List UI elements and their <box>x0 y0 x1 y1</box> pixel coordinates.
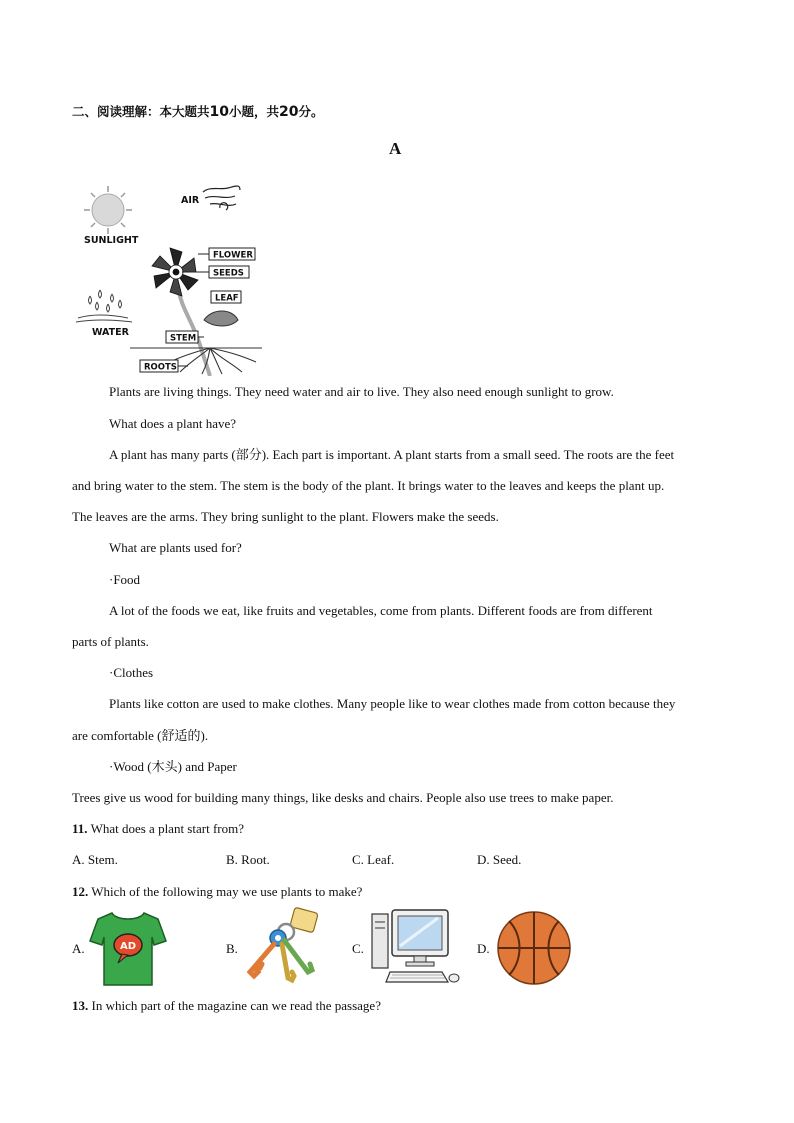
question-13 <box>72 998 381 1014</box>
stem-label: STEM <box>170 333 197 344</box>
seeds-label: SEEDS <box>213 268 244 279</box>
question-11-number: 11. <box>72 821 88 836</box>
paragraph-2-line-3: The leaves are the arms. They bring sunlight to the plant. Flowers make the seeds. <box>72 509 499 524</box>
keys-icon[interactable] <box>242 906 322 986</box>
heading-suffix: 分。 <box>298 104 324 119</box>
q11-option-b[interactable]: B. Root. <box>226 852 270 867</box>
bullet-food: ·Food <box>109 572 141 587</box>
leaf-shape <box>204 311 238 326</box>
sun-icon <box>84 186 132 234</box>
heading-count: 10 <box>209 104 229 120</box>
passage-title: A <box>389 139 402 158</box>
air-label: AIR <box>181 195 200 206</box>
sunlight-label: SUNLIGHT <box>84 235 139 246</box>
q11-option-a[interactable]: A. Stem. <box>72 852 118 867</box>
section-heading <box>72 104 324 120</box>
paragraph-2-line-1: A plant has many parts (部分). Each part is important. A plant starts from a small seed. The roots are the feet <box>109 447 675 462</box>
bullet-clothes: ·Clothes <box>109 665 154 680</box>
heading-score: 20 <box>279 104 299 120</box>
q12-option-a-label[interactable]: A. <box>72 941 85 956</box>
paragraph-5: Trees give us wood for building many things, like desks and chairs. People also use trees to make paper. <box>72 790 614 805</box>
leaf-label: LEAF <box>215 293 239 304</box>
q11-option-d[interactable]: D. Seed. <box>477 852 522 867</box>
basketball-icon[interactable] <box>495 909 573 987</box>
paragraph-4-line-2: are comfortable (舒适的). <box>72 728 209 743</box>
heading-middle: 小题，共 <box>229 104 280 119</box>
air-icon <box>203 186 240 210</box>
heading-what-does-plant-have: What does a plant have? <box>109 416 237 431</box>
plant-diagram <box>70 180 270 376</box>
tshirt-logo-text: AD <box>119 941 137 952</box>
heading-prefix: 二、阅读理解：本大题共 <box>72 104 210 119</box>
q12-option-b-label[interactable]: B. <box>226 941 238 956</box>
question-12-number: 12. <box>72 884 89 899</box>
water-drops-icon <box>76 290 132 322</box>
heading-what-are-plants-used-for: What are plants used for? <box>109 540 242 555</box>
bullet-wood-and-paper: ·Wood (木头) and Paper <box>109 759 237 774</box>
paragraph-2-line-2: and bring water to the stem. The stem is the body of the plant. It brings water to the leaves and keeps the plant up. <box>72 478 665 493</box>
question-12 <box>72 884 362 900</box>
question-11-text: What does a plant start from? <box>90 821 244 836</box>
paragraph-3-line-2: parts of plants. <box>72 634 149 649</box>
question-11 <box>72 821 244 837</box>
paragraph-4-line-1: Plants like cotton are used to make clothes. Many people like to wear clothes made from cotton because they <box>109 696 676 711</box>
computer-icon[interactable] <box>368 908 460 988</box>
question-12-text: Which of the following may we use plants to make? <box>91 884 363 899</box>
q12-option-c-label[interactable]: C. <box>352 941 364 956</box>
water-label: WATER <box>92 327 129 338</box>
roots-label: ROOTS <box>144 362 177 373</box>
q12-option-d-label[interactable]: D. <box>477 941 490 956</box>
flower-label: FLOWER <box>213 250 253 261</box>
paragraph-1: Plants are living things. They need water and air to live. They also need enough sunlight to grow. <box>109 384 614 399</box>
tshirt-icon[interactable] <box>88 909 168 987</box>
q11-option-c[interactable]: C. Leaf. <box>352 852 395 867</box>
question-13-number: 13. <box>72 998 89 1013</box>
paragraph-3-line-1: A lot of the foods we eat, like fruits and vegetables, come from plants. Different foods are from different <box>109 603 653 618</box>
leaf-label-box <box>211 291 241 304</box>
flower-label-box <box>198 248 255 261</box>
question-13-text: In which part of the magazine can we read the passage? <box>91 998 381 1013</box>
stem-label-box <box>166 331 204 344</box>
